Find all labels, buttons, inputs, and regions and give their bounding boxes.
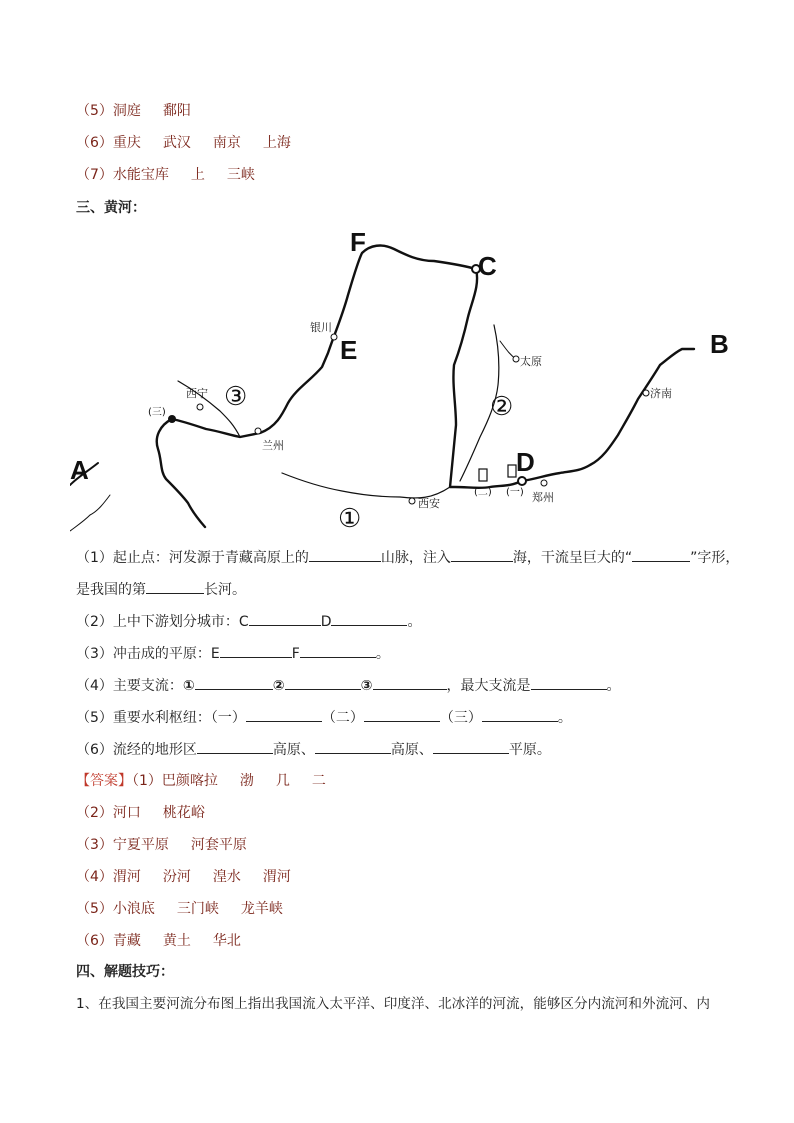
city-xian: 西安 [418,497,440,510]
label-f: F [350,227,366,257]
blank [315,739,391,754]
question-3: （3）冲击成的平原：E F 。 [76,643,390,664]
blank [195,675,273,690]
city-yinchuan: 银川 [310,321,332,334]
blank [197,739,273,754]
blank [246,707,322,722]
xian-marker [409,498,415,504]
blank [632,547,690,562]
blank [300,643,376,658]
question-5: （5）重要水利枢纽：（一） （二） （三） 。 [76,707,572,728]
jinan-marker [643,390,649,396]
question-2: （2）上中下游划分城市：C D 。 [76,611,421,632]
city-lanzhou: 兰州 [262,439,284,452]
blank [433,739,509,754]
zhengzhou-marker [541,480,547,486]
answer-1: 【答案】（1）巴颜喀拉 渤 几 二 [76,773,326,789]
label-d: D [516,447,535,477]
prev-answer-6: （6）重庆 武汉 南京 上海 [76,135,291,151]
xining-marker [197,404,203,410]
wei-river [282,473,450,498]
point-d-marker [518,477,526,485]
answer-5: （5）小浪底 三门峡 龙羊峡 [76,901,283,917]
taiyuan-marker [513,356,519,362]
tributary-number-2: ② [490,392,514,421]
dam-label-2: (二) [474,487,492,498]
blank [531,675,607,690]
dam-label-3: (三) [148,407,166,418]
answer-3: （3）宁夏平原 河套平原 [76,837,247,853]
prev-answer-7: （7）水能宝库 上 三峡 [76,167,255,183]
lanzhou-marker [255,428,261,434]
answer-4: （4）渭河 汾河 湟水 渭河 [76,869,291,885]
prev-answer-5: （5）洞庭 鄱阳 [76,103,191,119]
answer-6: （6）青藏 黄土 华北 [76,933,241,949]
yinchuan-marker [331,334,337,340]
blank [285,675,361,690]
blank [373,675,447,690]
question-1-line-2: 是我国的第 长河。 [76,579,246,600]
blank [364,707,440,722]
label-b: B [710,329,729,359]
blank [451,547,513,562]
fen-tributary [500,341,516,359]
blank [220,643,292,658]
question-1-line-1: （1）起止点：河发源于青藏高原上的 山脉，注入 海，干流呈巨大的“ ”字形， [76,547,739,568]
blank [331,611,407,626]
section-3-heading: 三、黄河： [76,200,146,216]
city-xining: 西宁 [186,387,208,400]
label-c: C [478,251,497,281]
section-4-heading: 四、解题技巧： [76,964,174,980]
tributary-number-1: ① [338,504,362,533]
answer-2: （2）河口 桃花峪 [76,805,205,821]
city-markers [197,334,649,504]
blank [146,579,204,594]
tributary-number-3: ③ [224,382,248,411]
source-stream [70,495,110,531]
blank [309,547,381,562]
tip-1: 1、在我国主要河流分布图上指出我国流入太平洋、印度洋、北冰洋的河流，能够区分内流河和外流河、内 [76,996,710,1012]
question-6: （6）流经的地形区 高原、 高原、 平原。 [76,739,551,760]
blank [249,611,321,626]
city-jinan: 济南 [650,387,672,400]
question-4: （4）主要支流：① ② ③ ，最大支流是 。 [76,675,621,696]
city-zhengzhou: 郑州 [532,491,554,504]
dam-symbols [479,465,516,481]
city-taiyuan: 太原 [520,355,542,368]
longyang-dam-marker [168,415,176,423]
label-e: E [340,335,358,365]
yellow-river-map [70,225,740,537]
dam-label-1: (一) [506,487,524,498]
label-a: A [70,455,89,485]
blank [482,707,558,722]
